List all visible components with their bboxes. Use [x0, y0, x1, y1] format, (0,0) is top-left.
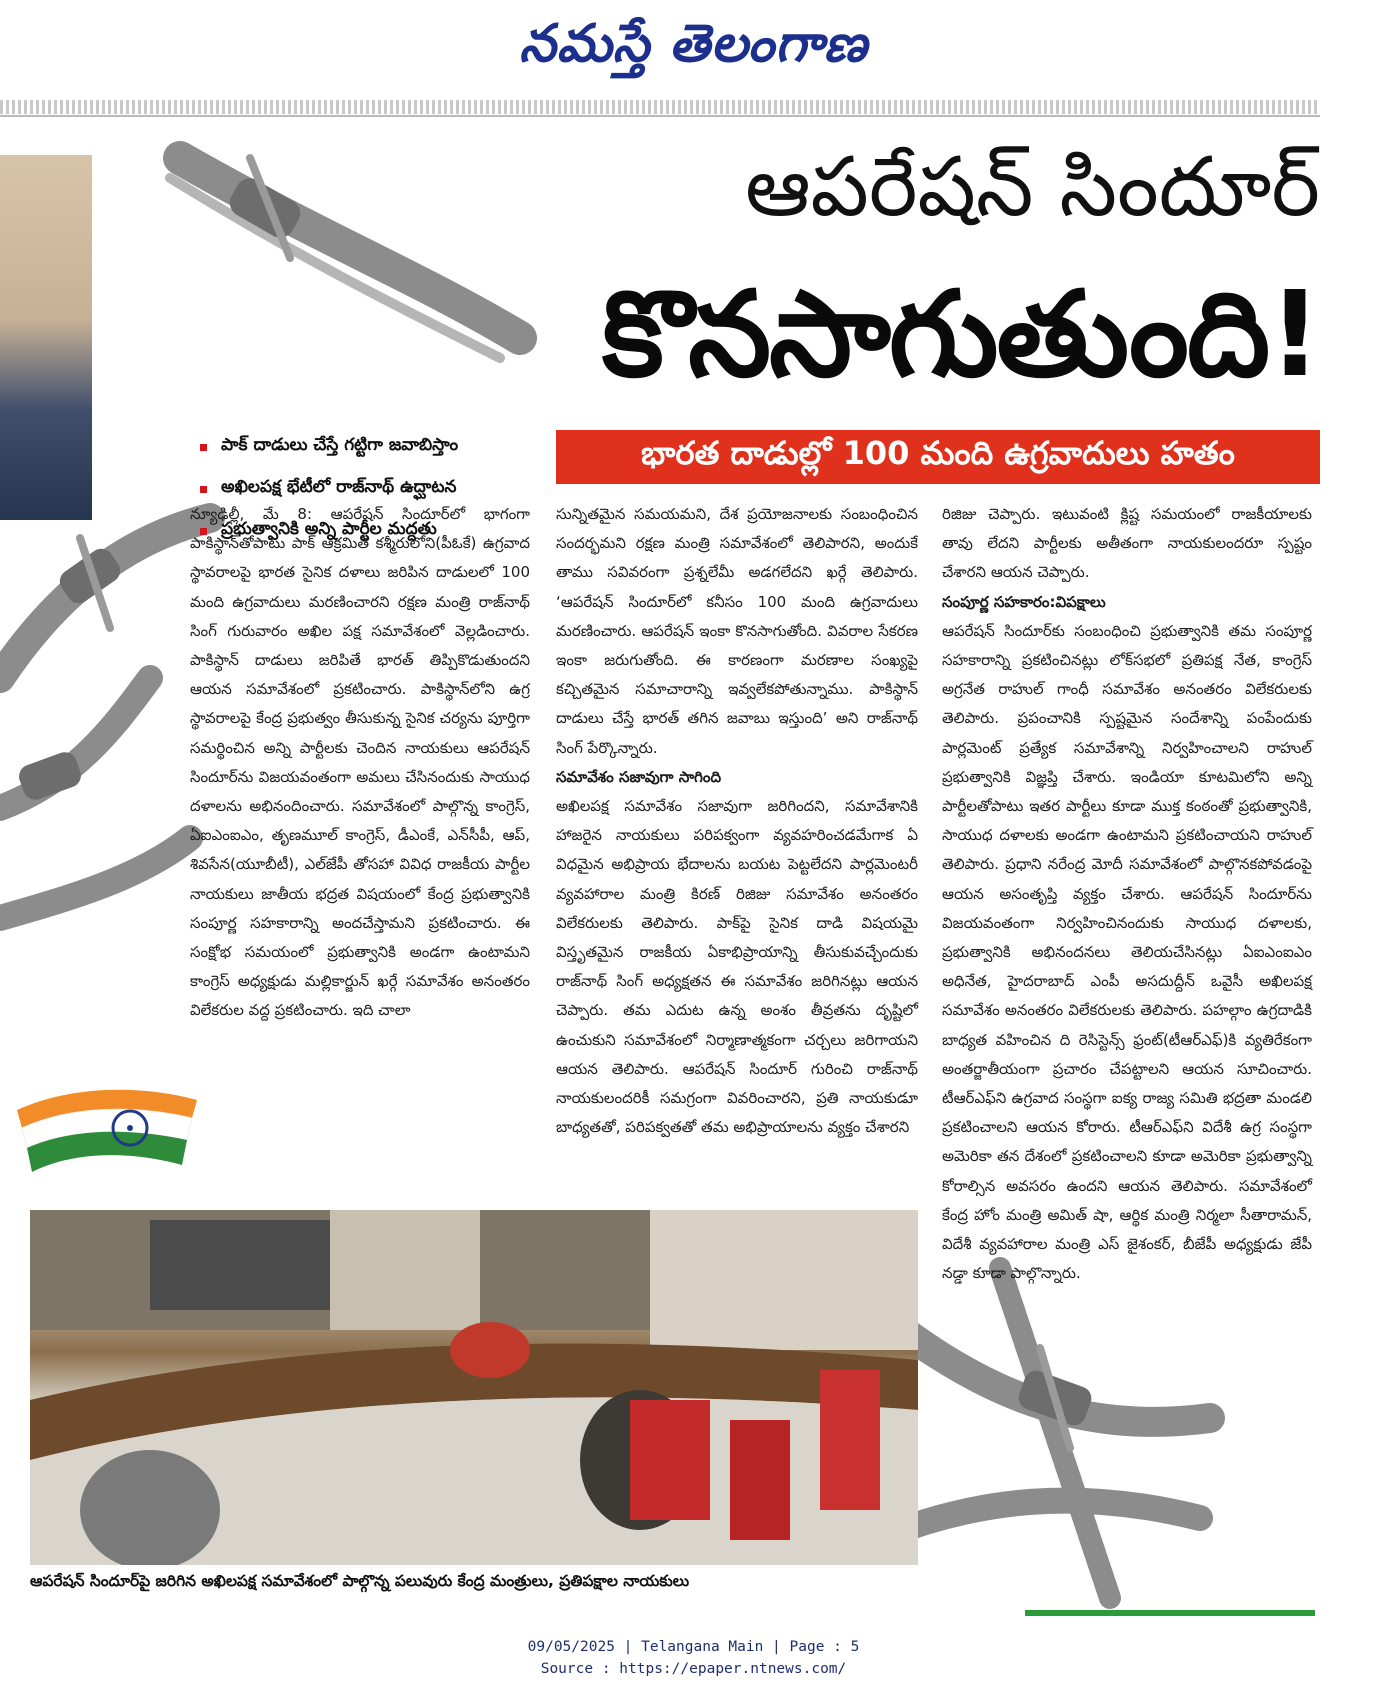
- bullet-square-icon: [200, 444, 207, 451]
- newspaper-logo: నమస్తే తెలంగాణ: [519, 13, 868, 74]
- subheading: సంపూర్ణ సహకారం:విపక్షాలు: [942, 592, 1106, 611]
- paragraph: అఖిలపక్ష సమావేశం సజావుగా జరిగిందని, సమావేశానికి హాజరైన నాయకులు పరిపక్వంగా వ్యవహరించడమేగాక ఏ విధమైన అభిప్రాయ భేదాలను బయట పెట్టలేదని పార్లమెంటరీ వ్యవహారాల మంత్రి కిరణ్ రిజిజు సమావేశం అనంతరం విలేకరులకు తెలిపారు. పాక్‌పై సైనిక దాడి విషయమై విస్తృతమైన రాజకీయ ఏకాభిప్రాయాన్ని తీసుకువచ్చేందుకు రాజ్‌నాథ్ సింగ్ అధ్యక్షతన ఈ సమావేశం జరిగినట్లు ఆయన చెప్పారు. తమ ఎదుట ఉన్న అంశం తీవ్రతను దృష్టిలో ఉంచుకుని సమావేశంలో నిర్మాణాత్మకంగా చర్చలు జరిగాయని ఆయన తెలిపారు. ఆపరేషన్ సిందూర్ గురించి రాజ్‌నాథ్ నాయకులందరికీ సమగ్రంగా వివరించారని, ప్రతి నాయకుడూ బాధ్యతతో, పరిపక్వతతో తమ అభిప్రాయాలను వ్యక్తం చేశారని: [556, 797, 918, 1137]
- bullet-text: పాక్ దాడులు చేస్తే గట్టిగా జవాబిస్తాం: [221, 435, 459, 455]
- indian-flag-icon: [12, 1080, 202, 1180]
- highlight-banner: భారత దాడుల్లో 100 మంది ఉగ్రవాదులు హతం: [556, 430, 1320, 484]
- masthead: [0, 0, 1387, 100]
- paragraph: సున్నితమైన సమయమని, దేశ ప్రయోజనాలకు సంబంధించిన సందర్భమని రక్షణ మంత్రి సమావేశంలో తెలిపారని, అందుకే తాము సవివరంగా ప్రశ్నలేమీ అడగలేదని ఖర్గే తెలిపారు. ‘ఆపరేషన్ సిందూర్‌లో కనీసం 100 మంది ఉగ్రవాదులు మరణించారు. ఆపరేషన్ ఇంకా కొనసాగుతోంది. వివరాల సేకరణ ఇంకా జరుగుతోంది. ఈ కారణంగా మరణాల సంఖ్యపై కచ్చితమైన సమాచారాన్ని ఇవ్వలేకపోతున్నాము. పాకిస్థాన్ దాడులు చేస్తే భారత్ తగిన జవాబు ఇస్తుంది’ అని రాజ్‌నాథ్ సింగ్ పేర్కొన్నారు.: [556, 505, 918, 757]
- masthead-divider-line: [0, 115, 1320, 117]
- meeting-photo-illustration: [30, 1210, 918, 1565]
- bullet-item: [200, 428, 550, 466]
- article-headline: కొనసాగుతుంది!: [602, 265, 1320, 403]
- photo-caption: ఆపరేషన్ సిందూర్‌పై జరిగిన అఖిలపక్ష సమావేశంలో పాల్గొన్న పలువురు కేంద్ర మంత్రులు, ప్రతిపక్షాల నాయకులు: [30, 1572, 690, 1590]
- article-column-1: [190, 500, 530, 1026]
- green-divider: [1025, 1610, 1315, 1616]
- bullet-text: ప్రభుత్వానికి అన్ని పార్టీల మద్దతు: [221, 519, 437, 539]
- article-column-2: [556, 500, 918, 1142]
- masthead-divider: [0, 100, 1320, 114]
- bullet-text: అఖిలపక్ష భేటీలో రాజ్‌నాథ్ ఉద్ఘాటన: [221, 477, 457, 497]
- page-footer: [0, 1636, 1387, 1680]
- source-link[interactable]: Source : https://epaper.ntnews.com/: [540, 1661, 847, 1677]
- meeting-photo: [30, 1210, 918, 1565]
- paragraph: ఆపరేషన్ సిందూర్‌కు సంబంధించి ప్రభుత్వానికి తమ సంపూర్ణ సహకారాన్ని ప్రకటించినట్లు లోక్‌సభలో ప్రతిపక్ష నేత, కాంగ్రెస్ అగ్రనేత రాహుల్ గాంధీ సమావేశం అనంతరం విలేకరులకు తెలిపారు. ప్రపంచానికి స్పష్టమైన సందేశాన్ని పంపేందుకు పార్లమెంట్ ప్రత్యేక సమావేశాన్ని నిర్వహించాలని రాహుల్ ప్రభుత్వానికి విజ్ఞప్తి చేశారు. ఇండియా కూటమిలోని అన్ని పార్టీలతోపాటు ఇతర పార్టీలు కూడా ముక్త కంఠంతో ప్రభుత్వానికి, సాయుధ దళాలకు అండగా ఉంటామని ప్రకటించాయని రాహుల్ తెలిపారు. ప్రధాని నరేంద్ర మోదీ సమావేశంలో పాల్గొనకపోవడంపై ఆయన అసంతృప్తి వ్యక్తం చేశారు. ఆపరేషన్ సిందూర్‌ను విజయవంతంగా నిర్వహించినందుకు సాయుధ దళాలకు, ప్రభుత్వానికి అభినందనలు తెలియచేసినట్లు ఏఐఎంఐఎం అధినేత, హైదరాబాద్ ఎంపీ అసదుద్దీన్ ఒవైసీ అఖిలపక్ష సమావేశం అనంతరం విలేకరులకు తెలిపారు. పహల్గాం ఉగ్రదాడికి బాధ్యత వహించిన ది రెసిస్టెన్స్ ఫ్రంట్(టీఆర్‌ఎఫ్)కి వ్యతిరేకంగా అంతర్జాతీయంగా ప్రచారం చేపట్టాలని ఆయన సూచించారు. టీఆర్‌ఎఫ్‌ని ఉగ్రవాద సంస్థగా ఐక్య రాజ్య సమితి భద్రతా మండలి ప్రకటించాలని ఆయన కోరారు. టీఆర్‌ఎఫ్‌ని విదేశీ ఉగ్ర సంస్థగా అమెరికా తన దేశంలో ప్రకటించాలని కూడా అమెరికా ప్రభుత్వాన్ని కోరాల్సిన అవసరం ఉందని ఆయన తెలిపారు. సమావేశంలో కేంద్ర హోం మంత్రి అమిత్ షా, ఆర్థిక మంత్రి నిర్మలా సీతారామన్, విదేశీ వ్యవహారాల మంత్రి ఎస్ జైశంకర్, బీజేపీ అధ్యక్షుడు జేపీ నడ్డా కూడా పాల్గొన్నారు.: [942, 621, 1312, 1283]
- paragraph: న్యూఢిల్లీ, మే 8: ఆపరేషన్ సిందూర్‌లో భాగంగా పాకిస్థాన్‌తోపాటు పాక్ ఆక్రమిత కశ్మీరులోని(పీఓకే) ఉగ్రవాద స్థావరాలపై భారత సైనిక దళాలు జరిపిన దాడులలో 100 మంది ఉగ్రవాదులు మరణించారని రక్షణ మంత్రి రాజ్‌నాథ్ సింగ్ గురువారం అఖిల పక్ష సమావేశంలో వెల్లడించారు. పాకిస్థాన్ దాడులు జరిపితే భారత్ తిప్పికొడుతుందని ఆయన సమావేశంలో ప్రకటించారు. పాకిస్థాన్‌లోని ఉగ్ర స్థావరాలపై కేంద్ర ప్రభుత్వం తీసుకున్న సైనిక చర్యను పూర్తిగా సమర్థించిన అన్ని పార్టీలకు చెందిన నాయకులు ఆపరేషన్ సిందూర్‌ను విజయవంతంగా అమలు చేసినందుకు సాయుధ దళాలను అభినందించారు. సమావేశంలో పాల్గొన్న కాంగ్రెస్, ఏఐఎంఐఎం, తృణమూల్ కాంగ్రెస్, డీఎంకే, ఎన్‌సీపీ, ఆప్, శివసేన(యూబీటీ), ఎల్‌జేపీ తోసహా వివిధ రాజకీయ పార్టీల నాయకులు జాతీయ భద్రత విషయంలో కేంద్ర ప్రభుత్వానికి సంపూర్ణ సహకారాన్ని అందచేస్తామని ప్రకటించారు. ఈ సంక్షోభ సమయంలో ప్రభుత్వానికి అండగా ఉంటామని కాంగ్రెస్ అధ్యక్షుడు మల్లికార్జున్ ఖర్గే సమావేశం అనంతరం విలేకరుల వద్ద ప్రకటించారు. ఇది చాలా: [190, 505, 530, 1020]
- article-column-3: [942, 500, 1312, 1288]
- subheading: సమావేశం సజావుగా సాగింది: [556, 767, 722, 786]
- edition-info: 09/05/2025 | Telangana Main | Page : 5: [527, 1639, 860, 1655]
- leader-photo-crop: [0, 155, 92, 520]
- article-kicker: ఆపరేషన్ సిందూర్: [745, 140, 1320, 235]
- paragraph: రిజిజు చెప్పారు. ఇటువంటి క్లిష్ట సమయంలో రాజకీయాలకు తావు లేదని పార్టీలకు అతీతంగా నాయకులందరూ స్పష్టం చేశారని ఆయన చెప్పారు.: [942, 505, 1312, 582]
- bullet-square-icon: [200, 486, 207, 493]
